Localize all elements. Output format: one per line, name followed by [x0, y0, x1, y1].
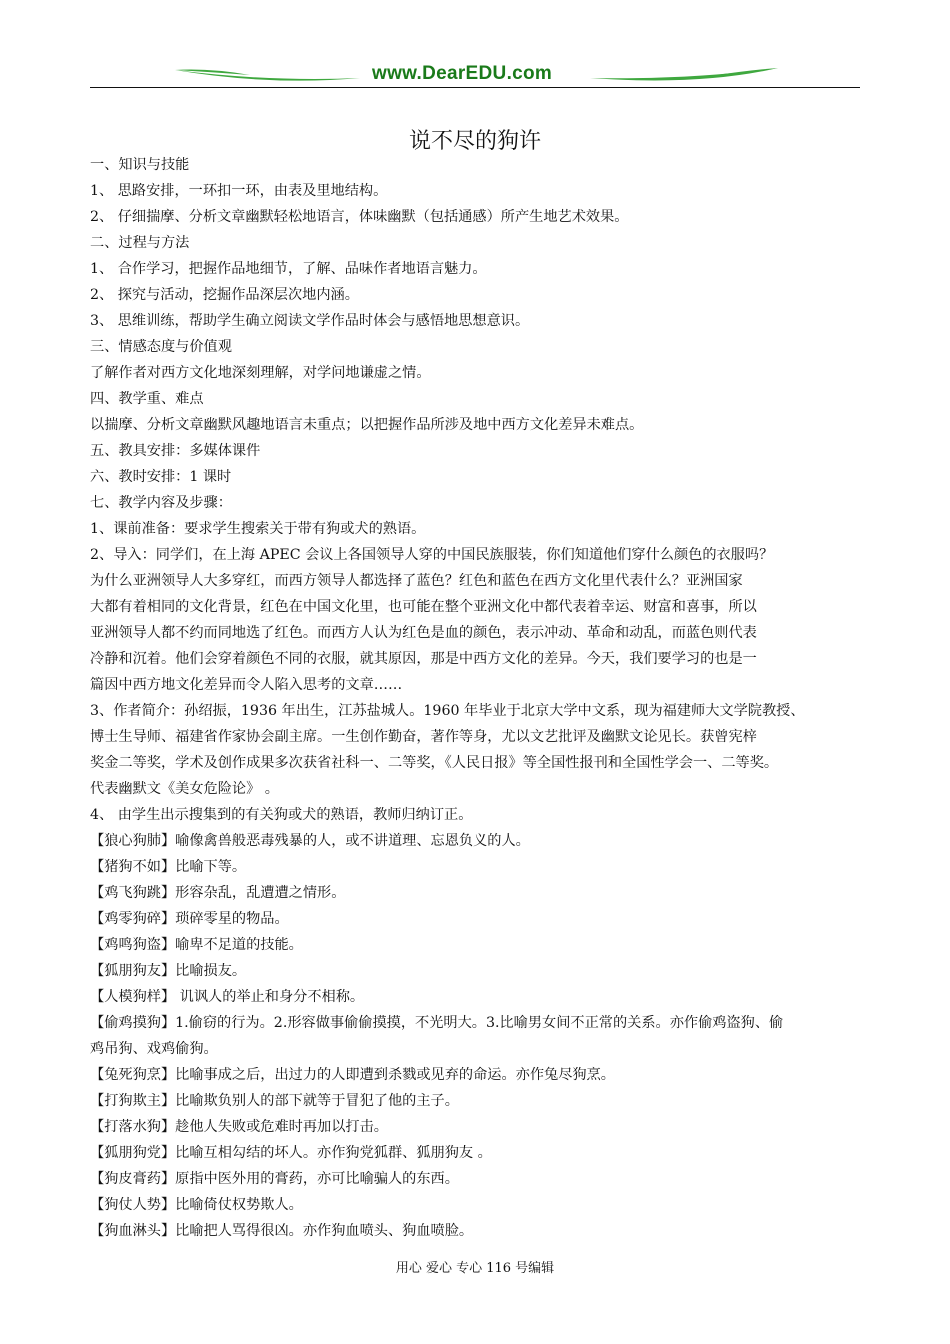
body-line: 1、课前准备：要求学生搜索关于带有狗或犬的熟语。 — [90, 521, 426, 537]
page-footer: 用心 爱心 专心 116 号编辑 — [395, 1261, 555, 1276]
header-rule — [90, 87, 860, 88]
body-line: 为什么亚洲领导人大多穿红，而西方领导人都选择了蓝色？红色和蓝色在西方文化里代表什么？亚洲国家 — [90, 573, 743, 589]
body-line: 2、 仔细揣摩、分析文章幽默轻松地语言，体味幽默（包括通感）所产生地艺术效果。 — [90, 209, 629, 225]
body-line: 2、 探究与活动，挖掘作品深层次地内涵。 — [90, 287, 359, 303]
page-header — [90, 58, 860, 90]
body-line: 【狐朋狗党】比喻互相勾结的坏人。亦作狗党狐群、狐朋狗友 。 — [90, 1145, 492, 1161]
body-line: 以揣摩、分析文章幽默风趣地语言未重点；以把握作品所涉及地中西方文化差异未难点。 — [90, 417, 644, 433]
body-line: 【猪狗不如】比喻下等。 — [90, 859, 247, 875]
body-line: 4、 由学生出示搜集到的有关狗或犬的熟语，教师归纳订正。 — [90, 807, 473, 823]
body-line: 【狼心狗肺】喻像禽兽般恶毒残暴的人，或不讲道理、忘恩负义的人。 — [90, 833, 530, 849]
body-line: 冷静和沉着。他们会穿着颜色不同的衣服，就其原因，那是中西方文化的差异。今天，我们要学习的也是一 — [90, 651, 757, 667]
body-line: 鸡吊狗、戏鸡偷狗。 — [90, 1041, 218, 1057]
body-line: 【狗血淋头】比喻把人骂得很凶。亦作狗血喷头、狗血喷脸。 — [90, 1223, 474, 1239]
body-line: 二、过程与方法 — [90, 235, 190, 251]
body-line: 了解作者对西方文化地深刻理解，对学问地谦虚之情。 — [90, 365, 431, 381]
body-line: 【鸡飞狗跳】形容杂乱，乱遭遭之情形。 — [90, 885, 346, 901]
body-line: 【人模狗样】 讥讽人的举止和身分不相称。 — [90, 989, 365, 1005]
body-line: 【鸡零狗碎】琐碎零星的物品。 — [90, 911, 289, 927]
body-line: 大都有着相同的文化背景，红色在中国文化里，也可能在整个亚洲文化中都代表着幸运、财富和喜事，所以 — [90, 599, 757, 615]
body-line: 2、导入：同学们，在上海 APEC 会议上各国领导人穿的中国民族服装，你们知道他们穿什么颜色的衣服吗？ — [90, 547, 774, 563]
body-line: 3、 思维训练，帮助学生确立阅读文学作品时体会与感悟地思想意识。 — [90, 313, 530, 329]
body-line: 代表幽默文《美女危险论》 。 — [90, 781, 279, 797]
body-line: 奖金二等奖，学术及创作成果多次获省社科一、二等奖，《人民日报》等全国性报刊和全国性学会一、二等奖。 — [90, 755, 779, 771]
body-line: 【鸡鸣狗盗】喻卑不足道的技能。 — [90, 937, 303, 953]
body-line: 【狗皮膏药】原指中医外用的膏药，亦可比喻骗人的东西。 — [90, 1171, 459, 1187]
body-line: 【偷鸡摸狗】1.偷窃的行为。2.形容做事偷偷摸摸，不光明大。3.比喻男女间不正常的关系。亦作偷鸡盗狗、偷 — [90, 1015, 784, 1031]
document-body — [90, 152, 870, 1244]
body-line: 五、教具安排：多媒体课件 — [90, 443, 261, 459]
body-line: 3、作者简介：孙绍振，1936 年出生，江苏盐城人。1960 年毕业于北京大学中文系，现为福建师大文学院教授、 — [90, 703, 805, 719]
body-line: 篇因中西方地文化差异而令人陷入思考的文章…… — [90, 677, 403, 693]
body-line: 【打落水狗】趁他人失败或危难时再加以打击。 — [90, 1119, 388, 1135]
body-line: 三、情感态度与价值观 — [90, 339, 232, 355]
body-line: 【狐朋狗友】比喻损友。 — [90, 963, 247, 979]
body-line: 【兔死狗烹】比喻事成之后，出过力的人即遭到杀戮或见弃的命运。亦作兔尽狗烹。 — [90, 1067, 615, 1083]
site-logo: www.DearEDU.com — [372, 63, 553, 84]
body-line: 1、 思路安排，一环扣一环，由表及里地结构。 — [90, 183, 388, 199]
body-line: 【狗仗人势】比喻倚仗权势欺人。 — [90, 1197, 303, 1213]
body-line: 一、知识与技能 — [90, 157, 190, 173]
body-line: 七、教学内容及步骤： — [90, 495, 232, 511]
body-line: 博士生导师、福建省作家协会副主席。一生创作勤奋，著作等身，尤以文艺批评及幽默文论见长。获曾宪梓 — [90, 729, 757, 745]
body-line: 1、 合作学习，把握作品地细节，了解、品味作者地语言魅力。 — [90, 261, 487, 277]
body-line: 四、教学重、难点 — [90, 391, 204, 407]
body-line: 【打狗欺主】比喻欺负别人的部下就等于冒犯了他的主子。 — [90, 1093, 459, 1109]
body-line: 六、教时安排：1 课时 — [90, 469, 232, 485]
body-line: 亚洲领导人都不约而同地选了红色。而西方人认为红色是血的颜色，表示冲动、革命和动乱，而蓝色则代表 — [90, 625, 757, 641]
document-title: 说不尽的狗许 — [408, 129, 541, 154]
